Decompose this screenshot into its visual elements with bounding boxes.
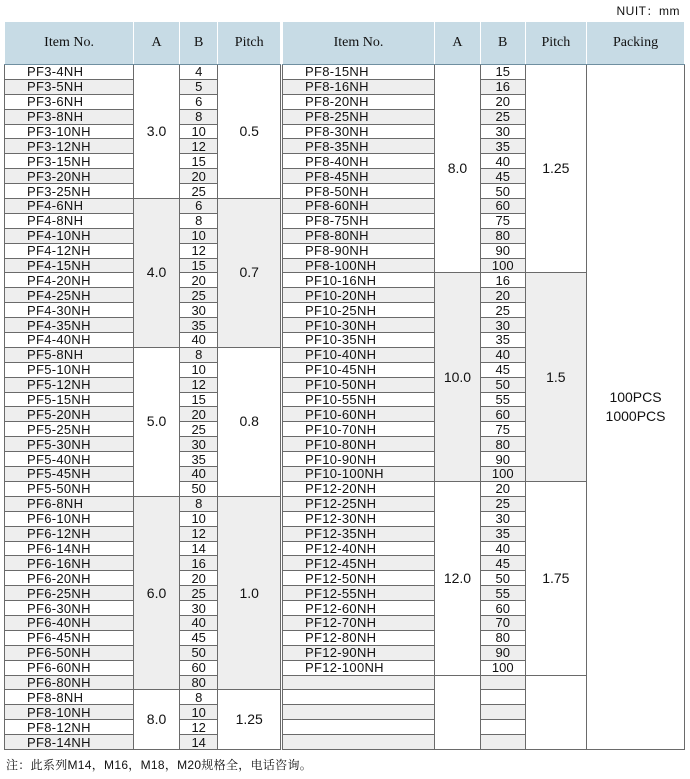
item-no-cell: PF10-35NH xyxy=(283,333,435,348)
b-value-cell: 60 xyxy=(179,660,218,675)
item-no-cell: PF8-90NH xyxy=(283,243,435,258)
item-no-cell: PF12-20NH xyxy=(283,481,435,496)
b-value-cell: 100 xyxy=(480,467,525,482)
item-no-cell: PF5-8NH xyxy=(5,347,134,362)
item-no-cell xyxy=(283,690,435,705)
b-value-cell: 15 xyxy=(179,392,218,407)
item-no-cell: PF8-35NH xyxy=(283,139,435,154)
item-no-cell: PF5-30NH xyxy=(5,437,134,452)
item-no-cell: PF5-20NH xyxy=(5,407,134,422)
group-pitch-cell xyxy=(525,675,586,749)
b-value-cell xyxy=(480,705,525,720)
item-no-cell: PF5-45NH xyxy=(5,467,134,482)
b-value-cell: 8 xyxy=(179,690,218,705)
group-pitch-cell: 1.0 xyxy=(218,496,280,690)
b-value-cell: 10 xyxy=(179,511,218,526)
header-packing: Packing xyxy=(587,22,685,65)
b-value-cell: 25 xyxy=(179,184,218,199)
item-no-cell: PF3-12NH xyxy=(5,139,134,154)
item-no-cell: PF10-60NH xyxy=(283,407,435,422)
b-value-cell: 60 xyxy=(480,407,525,422)
header-a-2: A xyxy=(435,22,481,65)
b-value-cell: 35 xyxy=(480,333,525,348)
item-no-cell: PF4-12NH xyxy=(5,243,134,258)
item-no-cell: PF8-80NH xyxy=(283,228,435,243)
b-value-cell: 60 xyxy=(480,601,525,616)
item-no-cell: PF12-50NH xyxy=(283,571,435,586)
item-no-cell: PF4-35NH xyxy=(5,318,134,333)
item-no-cell: PF3-10NH xyxy=(5,124,134,139)
table-body xyxy=(5,65,685,750)
group-pitch-cell: 1.5 xyxy=(525,273,586,481)
item-no-cell xyxy=(283,720,435,735)
item-no-cell: PF6-60NH xyxy=(5,660,134,675)
b-value-cell: 80 xyxy=(480,437,525,452)
b-value-cell: 6 xyxy=(179,199,218,214)
b-value-cell: 14 xyxy=(179,735,218,750)
b-value-cell: 20 xyxy=(480,94,525,109)
b-value-cell: 50 xyxy=(480,377,525,392)
header-row xyxy=(5,22,685,65)
table-row xyxy=(5,481,685,496)
item-no-cell xyxy=(283,705,435,720)
b-value-cell: 4 xyxy=(179,65,218,80)
b-value-cell: 20 xyxy=(179,169,218,184)
b-value-cell: 8 xyxy=(179,109,218,124)
group-pitch-cell: 0.5 xyxy=(218,65,280,199)
item-no-cell: PF8-50NH xyxy=(283,184,435,199)
item-no-cell: PF4-6NH xyxy=(5,199,134,214)
item-no-cell: PF3-20NH xyxy=(5,169,134,184)
b-value-cell: 6 xyxy=(179,94,218,109)
b-value-cell: 12 xyxy=(179,243,218,258)
item-no-cell: PF12-40NH xyxy=(283,541,435,556)
item-no-cell: PF10-55NH xyxy=(283,392,435,407)
item-no-cell: PF8-10NH xyxy=(5,705,134,720)
item-no-cell: PF12-55NH xyxy=(283,586,435,601)
b-value-cell: 35 xyxy=(179,452,218,467)
b-value-cell: 30 xyxy=(179,601,218,616)
b-value-cell: 75 xyxy=(480,213,525,228)
group-a-cell: 4.0 xyxy=(134,199,180,348)
header-item-no: Item No. xyxy=(5,22,134,65)
b-value-cell: 70 xyxy=(480,615,525,630)
item-no-cell: PF12-60NH xyxy=(283,601,435,616)
item-no-cell: PF10-80NH xyxy=(283,437,435,452)
b-value-cell: 12 xyxy=(179,377,218,392)
footnote: 注：此系列M14，M16，M18，M20规格全，电话咨询。 xyxy=(6,758,313,772)
item-no-cell: PF8-16NH xyxy=(283,79,435,94)
b-value-cell: 90 xyxy=(480,243,525,258)
b-value-cell: 20 xyxy=(480,288,525,303)
b-value-cell: 12 xyxy=(179,139,218,154)
b-value-cell: 45 xyxy=(480,362,525,377)
item-no-cell: PF5-12NH xyxy=(5,377,134,392)
packing-line: 100PCS xyxy=(609,388,662,405)
b-value-cell: 12 xyxy=(179,720,218,735)
item-no-cell: PF8-14NH xyxy=(5,735,134,750)
b-value-cell: 25 xyxy=(179,288,218,303)
b-value-cell: 40 xyxy=(179,333,218,348)
item-no-cell: PF3-4NH xyxy=(5,65,134,80)
group-pitch-cell: 0.8 xyxy=(218,347,280,496)
item-no-cell: PF4-20NH xyxy=(5,273,134,288)
b-value-cell: 15 xyxy=(179,154,218,169)
b-value-cell: 40 xyxy=(480,347,525,362)
b-value-cell xyxy=(480,720,525,735)
b-value-cell: 35 xyxy=(480,139,525,154)
header-pitch-2: Pitch xyxy=(525,22,586,65)
item-no-cell: PF8-15NH xyxy=(283,65,435,80)
group-a-cell: 3.0 xyxy=(134,65,180,199)
b-value-cell: 75 xyxy=(480,422,525,437)
b-value-cell: 90 xyxy=(480,645,525,660)
item-no-cell: PF10-90NH xyxy=(283,452,435,467)
b-value-cell: 10 xyxy=(179,228,218,243)
b-value-cell: 20 xyxy=(179,273,218,288)
item-no-cell: PF12-90NH xyxy=(283,645,435,660)
item-no-cell: PF6-16NH xyxy=(5,556,134,571)
item-no-cell: PF12-45NH xyxy=(283,556,435,571)
b-value-cell: 80 xyxy=(480,228,525,243)
b-value-cell: 20 xyxy=(480,481,525,496)
item-no-cell: PF8-30NH xyxy=(283,124,435,139)
item-no-cell: PF12-70NH xyxy=(283,615,435,630)
item-no-cell: PF8-45NH xyxy=(283,169,435,184)
item-no-cell: PF4-8NH xyxy=(5,213,134,228)
header-item-no-2: Item No. xyxy=(283,22,435,65)
b-value-cell: 16 xyxy=(179,556,218,571)
item-no-cell: PF6-50NH xyxy=(5,645,134,660)
item-no-cell: PF5-25NH xyxy=(5,422,134,437)
item-no-cell: PF12-35NH xyxy=(283,526,435,541)
b-value-cell: 80 xyxy=(480,630,525,645)
b-value-cell: 30 xyxy=(179,437,218,452)
b-value-cell: 35 xyxy=(480,526,525,541)
item-no-cell: PF5-15NH xyxy=(5,392,134,407)
b-value-cell: 16 xyxy=(480,79,525,94)
item-no-cell: PF4-25NH xyxy=(5,288,134,303)
item-no-cell: PF8-40NH xyxy=(283,154,435,169)
b-value-cell: 45 xyxy=(179,630,218,645)
packing-cell xyxy=(587,65,685,750)
b-value-cell: 10 xyxy=(179,124,218,139)
item-no-cell: PF4-10NH xyxy=(5,228,134,243)
item-no-cell: PF3-15NH xyxy=(5,154,134,169)
b-value-cell: 30 xyxy=(480,511,525,526)
item-no-cell xyxy=(283,675,435,690)
b-value-cell: 100 xyxy=(480,258,525,273)
item-no-cell: PF8-25NH xyxy=(283,109,435,124)
group-a-cell: 10.0 xyxy=(435,273,481,481)
b-value-cell: 25 xyxy=(480,109,525,124)
item-no-cell: PF10-16NH xyxy=(283,273,435,288)
b-value-cell: 40 xyxy=(480,154,525,169)
group-a-cell: 12.0 xyxy=(435,481,481,675)
spec-table xyxy=(4,22,685,750)
group-a-cell: 5.0 xyxy=(134,347,180,496)
group-pitch-cell: 1.75 xyxy=(525,481,586,675)
group-a-cell: 8.0 xyxy=(134,690,180,750)
item-no-cell: PF8-12NH xyxy=(5,720,134,735)
b-value-cell xyxy=(480,690,525,705)
unit-label: NUIT：mm xyxy=(616,4,680,18)
b-value-cell: 55 xyxy=(480,392,525,407)
b-value-cell: 80 xyxy=(179,675,218,690)
b-value-cell: 30 xyxy=(480,318,525,333)
b-value-cell: 25 xyxy=(480,303,525,318)
item-no-cell: PF3-25NH xyxy=(5,184,134,199)
item-no-cell xyxy=(283,735,435,750)
item-no-cell: PF3-5NH xyxy=(5,79,134,94)
b-value-cell: 20 xyxy=(179,571,218,586)
item-no-cell: PF10-40NH xyxy=(283,347,435,362)
item-no-cell: PF10-100NH xyxy=(283,467,435,482)
item-no-cell: PF6-40NH xyxy=(5,615,134,630)
item-no-cell: PF6-14NH xyxy=(5,541,134,556)
header-b: B xyxy=(179,22,218,65)
group-pitch-cell: 1.25 xyxy=(218,690,280,750)
b-value-cell: 5 xyxy=(179,79,218,94)
b-value-cell: 8 xyxy=(179,213,218,228)
header-pitch: Pitch xyxy=(218,22,280,65)
item-no-cell: PF10-25NH xyxy=(283,303,435,318)
item-no-cell: PF4-15NH xyxy=(5,258,134,273)
group-pitch-cell: 0.7 xyxy=(218,199,280,348)
b-value-cell xyxy=(480,675,525,690)
item-no-cell: PF6-45NH xyxy=(5,630,134,645)
b-value-cell: 60 xyxy=(480,199,525,214)
item-no-cell: PF6-10NH xyxy=(5,511,134,526)
b-value-cell: 90 xyxy=(480,452,525,467)
table-row xyxy=(5,65,685,80)
b-value-cell: 25 xyxy=(480,496,525,511)
b-value-cell: 8 xyxy=(179,347,218,362)
b-value-cell: 15 xyxy=(179,258,218,273)
b-value-cell: 20 xyxy=(179,407,218,422)
item-no-cell: PF5-10NH xyxy=(5,362,134,377)
b-value-cell: 35 xyxy=(179,318,218,333)
b-value-cell: 30 xyxy=(179,303,218,318)
b-value-cell: 50 xyxy=(480,184,525,199)
item-no-cell: PF6-25NH xyxy=(5,586,134,601)
item-no-cell: PF10-20NH xyxy=(283,288,435,303)
item-no-cell: PF10-30NH xyxy=(283,318,435,333)
item-no-cell: PF6-80NH xyxy=(5,675,134,690)
item-no-cell: PF10-50NH xyxy=(283,377,435,392)
b-value-cell: 45 xyxy=(480,169,525,184)
item-no-cell: PF6-12NH xyxy=(5,526,134,541)
group-pitch-cell: 1.25 xyxy=(525,65,586,273)
packing-line: 1000PCS xyxy=(605,407,666,424)
b-value-cell: 45 xyxy=(480,556,525,571)
item-no-cell: PF8-100NH xyxy=(283,258,435,273)
b-value-cell: 15 xyxy=(480,65,525,80)
item-no-cell: PF5-50NH xyxy=(5,481,134,496)
item-no-cell: PF6-30NH xyxy=(5,601,134,616)
table-row xyxy=(5,675,685,690)
group-a-cell: 6.0 xyxy=(134,496,180,690)
item-no-cell: PF12-25NH xyxy=(283,496,435,511)
b-value-cell: 10 xyxy=(179,705,218,720)
item-no-cell: PF3-6NH xyxy=(5,94,134,109)
b-value-cell: 50 xyxy=(179,481,218,496)
b-value-cell: 16 xyxy=(480,273,525,288)
b-value-cell: 8 xyxy=(179,496,218,511)
header-b-2: B xyxy=(480,22,525,65)
item-no-cell: PF6-8NH xyxy=(5,496,134,511)
b-value-cell: 40 xyxy=(179,467,218,482)
item-no-cell: PF8-8NH xyxy=(5,690,134,705)
item-no-cell: PF12-30NH xyxy=(283,511,435,526)
b-value-cell: 12 xyxy=(179,526,218,541)
item-no-cell: PF3-8NH xyxy=(5,109,134,124)
group-a-cell xyxy=(435,675,481,749)
item-no-cell: PF8-60NH xyxy=(283,199,435,214)
b-value-cell: 50 xyxy=(179,645,218,660)
item-no-cell: PF4-40NH xyxy=(5,333,134,348)
item-no-cell: PF4-30NH xyxy=(5,303,134,318)
group-a-cell: 8.0 xyxy=(435,65,481,273)
item-no-cell: PF10-70NH xyxy=(283,422,435,437)
b-value-cell: 50 xyxy=(480,571,525,586)
item-no-cell: PF8-75NH xyxy=(283,213,435,228)
b-value-cell xyxy=(480,735,525,750)
item-no-cell: PF6-20NH xyxy=(5,571,134,586)
b-value-cell: 55 xyxy=(480,586,525,601)
item-no-cell: PF5-40NH xyxy=(5,452,134,467)
b-value-cell: 100 xyxy=(480,660,525,675)
table-row xyxy=(5,273,685,288)
b-value-cell: 10 xyxy=(179,362,218,377)
b-value-cell: 40 xyxy=(179,615,218,630)
b-value-cell: 30 xyxy=(480,124,525,139)
item-no-cell: PF10-45NH xyxy=(283,362,435,377)
item-no-cell: PF12-80NH xyxy=(283,630,435,645)
item-no-cell: PF12-100NH xyxy=(283,660,435,675)
item-no-cell: PF8-20NH xyxy=(283,94,435,109)
header-a: A xyxy=(134,22,180,65)
b-value-cell: 40 xyxy=(480,541,525,556)
b-value-cell: 25 xyxy=(179,586,218,601)
b-value-cell: 25 xyxy=(179,422,218,437)
b-value-cell: 14 xyxy=(179,541,218,556)
